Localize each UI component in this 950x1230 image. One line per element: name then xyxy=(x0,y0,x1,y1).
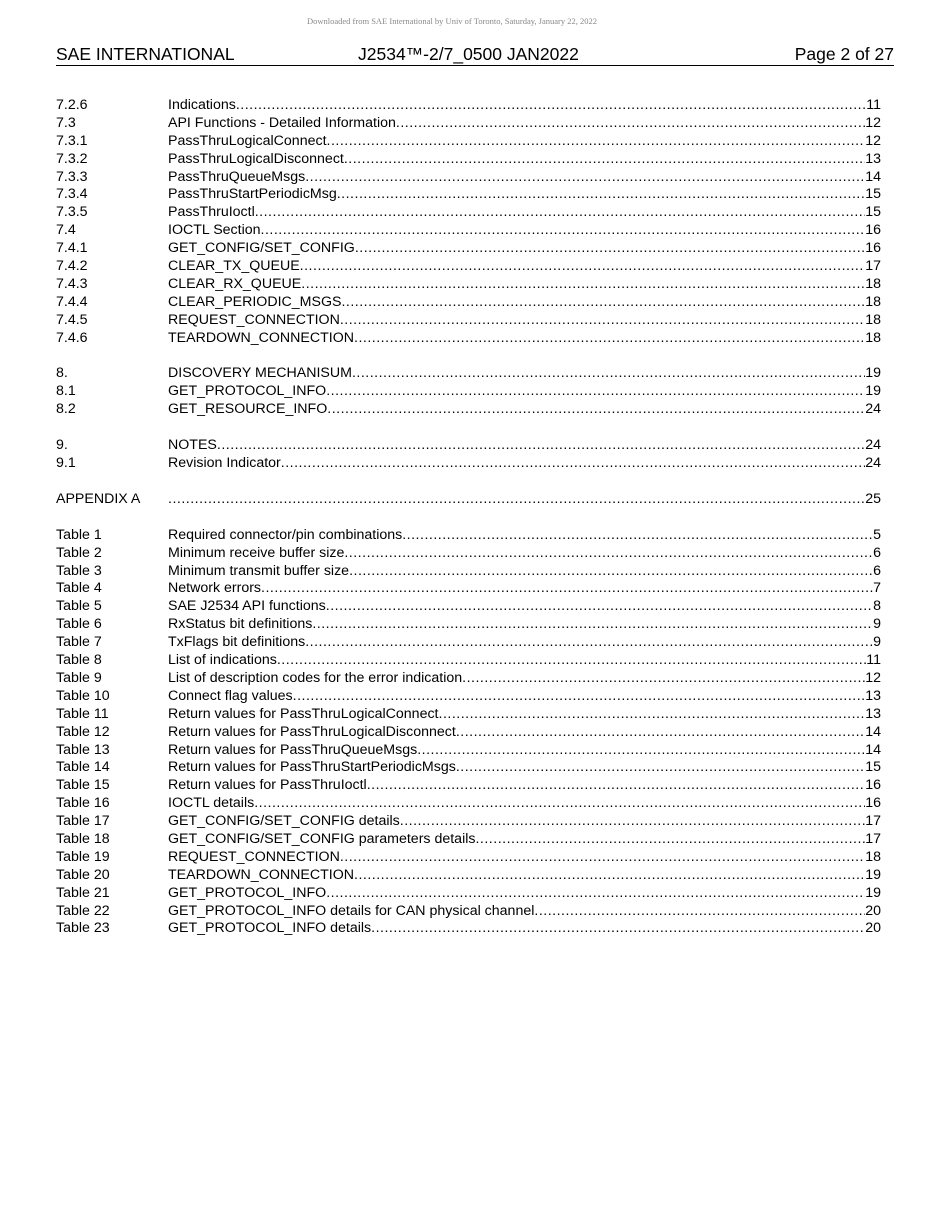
toc-gap xyxy=(56,509,881,527)
toc-entry[interactable] xyxy=(56,312,881,330)
toc-entry-page: 13 xyxy=(865,150,881,167)
toc-entry-title: API Functions - Detailed Information xyxy=(168,114,396,131)
toc-entry[interactable] xyxy=(56,455,881,473)
toc-entry-page: 6 xyxy=(873,544,881,561)
toc-entry-page: 13 xyxy=(865,687,881,704)
toc-entry-number: 7.4 xyxy=(56,222,76,239)
toc-entry-page: 18 xyxy=(865,275,881,292)
toc-entry[interactable] xyxy=(56,563,881,581)
toc-entry-page: 11 xyxy=(866,97,881,113)
toc-entry[interactable] xyxy=(56,383,881,401)
toc-leader-dots xyxy=(255,204,865,222)
toc-entry-title: GET_PROTOCOL_INFO xyxy=(168,884,327,901)
toc-entry-number: Table 1 xyxy=(56,526,102,543)
toc-group-section-8 xyxy=(56,365,881,419)
toc-entry-number: Table 16 xyxy=(56,795,110,812)
toc-entry-number: 7.3.3 xyxy=(56,168,88,185)
toc-entry[interactable] xyxy=(56,598,881,616)
download-watermark: Downloaded from SAE International by Univ of Toronto, Saturday, January 22, 2022 xyxy=(306,16,597,26)
toc-leader-dots xyxy=(456,724,865,742)
toc-entry-number: Table 4 xyxy=(56,580,102,597)
toc-entry-page: 17 xyxy=(865,830,881,847)
toc-entry-title: CLEAR_RX_QUEUE xyxy=(168,275,302,292)
toc-entry-title: GET_CONFIG/SET_CONFIG xyxy=(168,240,355,257)
toc-entry-page: 18 xyxy=(865,311,881,328)
toc-entry-number: Table 17 xyxy=(56,813,110,830)
toc-entry-number: 9. xyxy=(56,437,68,454)
toc-entry[interactable] xyxy=(56,688,881,706)
table-of-contents xyxy=(56,97,881,938)
toc-gap xyxy=(56,347,881,365)
toc-entry-title: CLEAR_PERIODIC_MSGS xyxy=(168,293,342,310)
toc-entry-number: 7.4.3 xyxy=(56,275,88,292)
document-number: J2534™-2/7_0500 JAN2022 xyxy=(358,44,579,64)
toc-entry-page: 16 xyxy=(865,222,881,239)
toc-entry-number: Table 23 xyxy=(56,920,110,937)
toc-entry-number: 7.3.1 xyxy=(56,132,88,149)
toc-entry[interactable] xyxy=(56,258,881,276)
page-header xyxy=(56,44,894,66)
toc-entry-page: 15 xyxy=(865,759,881,776)
toc-entry-number: Table 15 xyxy=(56,777,110,794)
toc-entry-title: Indications xyxy=(168,97,236,113)
toc-leader-dots xyxy=(354,867,865,885)
toc-entry[interactable] xyxy=(56,222,881,240)
toc-entry-page: 24 xyxy=(865,401,881,418)
toc-entry-number: Table 6 xyxy=(56,616,102,633)
toc-leader-dots xyxy=(337,186,865,204)
toc-entry[interactable] xyxy=(56,580,881,598)
toc-entry-page: 6 xyxy=(873,562,881,579)
toc-entry-number: APPENDIX A xyxy=(56,490,141,507)
toc-entry-title: PassThruStartPeriodicMsg xyxy=(168,186,337,203)
toc-leader-dots xyxy=(367,777,866,795)
toc-entry-page: 19 xyxy=(865,866,881,883)
toc-entry-number: Table 8 xyxy=(56,652,102,669)
toc-entry-page: 14 xyxy=(865,723,881,740)
toc-entry-title: PassThruIoctl xyxy=(168,204,255,221)
toc-group-section-9 xyxy=(56,437,881,473)
toc-leader-dots xyxy=(261,580,873,598)
toc-entry-page: 13 xyxy=(865,705,881,722)
toc-entry-number: Table 12 xyxy=(56,723,110,740)
toc-entry[interactable] xyxy=(56,885,881,903)
toc-entry[interactable] xyxy=(56,616,881,634)
toc-entry-title: TEARDOWN_CONNECTION xyxy=(168,866,355,883)
toc-entry[interactable] xyxy=(56,276,881,294)
toc-entry[interactable] xyxy=(56,294,881,312)
toc-entry-page: 12 xyxy=(865,669,881,686)
toc-entry-title: Revision Indicator xyxy=(168,455,281,472)
toc-leader-dots xyxy=(301,276,865,294)
toc-entry-page: 25 xyxy=(865,490,881,507)
toc-leader-dots xyxy=(281,455,865,473)
toc-leader-dots xyxy=(327,401,865,419)
toc-entry-title: Return values for PassThruQueueMsgs xyxy=(168,741,418,758)
toc-entry-page: 17 xyxy=(865,258,881,275)
toc-leader-dots xyxy=(534,903,865,921)
toc-entry-title: List of description codes for the error indication xyxy=(168,669,463,686)
toc-entry-page: 12 xyxy=(865,132,881,149)
toc-entry-page: 9 xyxy=(873,634,881,651)
toc-entry-page: 5 xyxy=(873,526,881,543)
toc-entry[interactable] xyxy=(56,133,881,151)
toc-entry-page: 24 xyxy=(865,437,881,454)
toc-entry-number: 8.1 xyxy=(56,383,76,400)
toc-leader-dots xyxy=(402,527,873,545)
toc-entry[interactable] xyxy=(56,545,881,563)
toc-entry[interactable] xyxy=(56,759,881,777)
toc-entry-number: 7.4.6 xyxy=(56,329,88,346)
toc-entry[interactable] xyxy=(56,849,881,867)
toc-entry[interactable] xyxy=(56,330,881,348)
toc-entry-number: 7.4.2 xyxy=(56,258,88,275)
toc-entry-title: List of indications xyxy=(168,652,277,669)
toc-entry-number: 8. xyxy=(56,365,68,382)
toc-entry-number: 7.3.5 xyxy=(56,204,88,221)
toc-entry[interactable] xyxy=(56,437,881,455)
toc-entry-page: 18 xyxy=(865,329,881,346)
page-number: Page 2 of 27 xyxy=(794,44,894,64)
toc-entry-page: 17 xyxy=(865,813,881,830)
toc-entry[interactable] xyxy=(56,652,881,670)
toc-leader-dots xyxy=(305,169,865,187)
toc-entry[interactable] xyxy=(56,204,881,222)
toc-entry[interactable] xyxy=(56,115,881,133)
toc-entry-title: Return values for PassThruIoctl xyxy=(168,777,367,794)
toc-entry-number: 7.3.4 xyxy=(56,186,88,203)
toc-entry-number: Table 13 xyxy=(56,741,110,758)
toc-entry-title: GET_PROTOCOL_INFO xyxy=(168,383,327,400)
toc-entry[interactable] xyxy=(56,813,881,831)
toc-entry-title: RxStatus bit definitions xyxy=(168,616,313,633)
toc-leader-dots xyxy=(254,795,865,813)
toc-entry-page: 11 xyxy=(866,652,881,669)
toc-entry-page: 18 xyxy=(865,848,881,865)
toc-entry[interactable] xyxy=(56,670,881,688)
toc-entry-page: 19 xyxy=(865,383,881,400)
toc-entry[interactable] xyxy=(56,831,881,849)
toc-leader-dots xyxy=(312,616,873,634)
toc-entry-page: 8 xyxy=(873,598,881,615)
toc-entry[interactable] xyxy=(56,527,881,545)
toc-entry-number: 8.2 xyxy=(56,401,76,418)
list-of-tables xyxy=(56,527,881,938)
toc-entry-title: GET_PROTOCOL_INFO details xyxy=(168,920,372,937)
toc-entry[interactable] xyxy=(56,920,881,938)
toc-entry-page: 16 xyxy=(865,240,881,257)
toc-leader-dots xyxy=(371,920,865,938)
toc-leader-dots xyxy=(326,885,865,903)
toc-leader-dots xyxy=(340,849,865,867)
toc-leader-dots xyxy=(344,151,865,169)
toc-entry-title: SAE J2534 API functions xyxy=(168,598,326,615)
toc-entry[interactable] xyxy=(56,401,881,419)
toc-entry-number: 7.3 xyxy=(56,114,76,131)
toc-leader-dots xyxy=(277,652,866,670)
toc-group-section-7 xyxy=(56,97,881,347)
toc-entry[interactable] xyxy=(56,706,881,724)
toc-entry-title: CLEAR_TX_QUEUE xyxy=(168,258,300,275)
toc-entry-title: REQUEST_CONNECTION xyxy=(168,848,340,865)
toc-leader-dots xyxy=(217,437,865,455)
toc-entry[interactable] xyxy=(56,903,881,921)
toc-entry-title: Minimum receive buffer size xyxy=(168,544,345,561)
toc-entry[interactable] xyxy=(56,867,881,885)
toc-leader-dots xyxy=(400,813,865,831)
toc-leader-dots xyxy=(300,258,866,276)
toc-entry-page: 12 xyxy=(865,114,881,131)
toc-leader-dots xyxy=(327,133,866,151)
toc-leader-dots xyxy=(168,491,865,509)
toc-entry-title: TEARDOWN_CONNECTION xyxy=(168,329,355,346)
toc-entry-number: Table 7 xyxy=(56,634,102,651)
toc-leader-dots xyxy=(261,222,866,240)
toc-leader-dots xyxy=(417,742,865,760)
toc-entry[interactable] xyxy=(56,634,881,652)
toc-entry-page: 18 xyxy=(865,293,881,310)
toc-entry-title: IOCTL details xyxy=(168,795,255,812)
publisher-name: SAE INTERNATIONAL xyxy=(56,44,235,64)
toc-leader-dots xyxy=(354,330,865,348)
toc-entry-number: Table 20 xyxy=(56,866,110,883)
toc-entry-page: 7 xyxy=(873,580,881,597)
toc-entry-page: 14 xyxy=(865,741,881,758)
toc-entry[interactable] xyxy=(56,169,881,187)
toc-entry[interactable] xyxy=(56,365,881,383)
toc-entry-title: Connect flag values xyxy=(168,687,293,704)
toc-leader-dots xyxy=(355,240,865,258)
toc-entry-number: 7.4.5 xyxy=(56,311,88,328)
toc-leader-dots xyxy=(439,706,866,724)
toc-leader-dots xyxy=(326,598,873,616)
toc-entry[interactable] xyxy=(56,186,881,204)
toc-entry-page: 24 xyxy=(865,455,881,472)
toc-entry[interactable] xyxy=(56,151,881,169)
toc-leader-dots xyxy=(352,365,865,383)
toc-entry-number: Table 19 xyxy=(56,848,110,865)
toc-entry-number: 7.4.1 xyxy=(56,240,88,257)
toc-entry-page: 15 xyxy=(865,204,881,221)
toc-leader-dots xyxy=(396,115,865,133)
toc-leader-dots xyxy=(456,759,865,777)
toc-leader-dots xyxy=(349,563,873,581)
toc-entry[interactable] xyxy=(56,240,881,258)
toc-entry-title: NOTES xyxy=(168,437,217,454)
toc-entry[interactable] xyxy=(56,777,881,795)
toc-entry-title: Minimum transmit buffer size xyxy=(168,562,350,579)
toc-entry-title: GET_CONFIG/SET_CONFIG parameters details xyxy=(168,830,476,847)
toc-leader-dots xyxy=(344,545,873,563)
toc-entry[interactable] xyxy=(56,97,881,115)
toc-leader-dots xyxy=(462,670,865,688)
toc-leader-dots xyxy=(341,294,865,312)
toc-entry-number: 9.1 xyxy=(56,455,76,472)
toc-leader-dots xyxy=(340,312,865,330)
toc-entry-number: 7.2.6 xyxy=(56,97,88,113)
toc-entry-page: 15 xyxy=(865,186,881,203)
toc-entry-title: IOCTL Section xyxy=(168,222,261,239)
toc-entry[interactable] xyxy=(56,742,881,760)
toc-entry-number: Table 18 xyxy=(56,830,110,847)
toc-entry-title: GET_CONFIG/SET_CONFIG details xyxy=(168,813,400,830)
toc-entry-number: Table 3 xyxy=(56,562,102,579)
toc-entry-number: Table 10 xyxy=(56,687,110,704)
toc-entry-number: Table 22 xyxy=(56,902,110,919)
toc-entry[interactable] xyxy=(56,724,881,742)
toc-entry-page: 9 xyxy=(873,616,881,633)
toc-entry-appendix[interactable] xyxy=(56,491,881,509)
toc-entry-number: Table 2 xyxy=(56,544,102,561)
toc-leader-dots xyxy=(475,831,865,849)
toc-leader-dots xyxy=(326,383,865,401)
toc-gap xyxy=(56,419,881,437)
toc-entry-title: TxFlags bit definitions xyxy=(168,634,306,651)
toc-entry-number: Table 9 xyxy=(56,669,102,686)
toc-entry-title: Required connector/pin combinations xyxy=(168,526,403,543)
toc-leader-dots xyxy=(236,97,866,115)
toc-gap xyxy=(56,473,881,491)
toc-entry-title: PassThruLogicalConnect xyxy=(168,132,327,149)
toc-entry-number: Table 21 xyxy=(56,884,110,901)
toc-entry-number: 7.3.2 xyxy=(56,150,88,167)
toc-leader-dots xyxy=(293,688,866,706)
toc-entry-page: 19 xyxy=(865,884,881,901)
toc-entry-title: PassThruLogicalDisconnect xyxy=(168,150,344,167)
toc-entry-title: REQUEST_CONNECTION xyxy=(168,311,340,328)
toc-entry-title: DISCOVERY MECHANISUM xyxy=(168,365,352,382)
toc-entry-title: GET_PROTOCOL_INFO details for CAN physical channel xyxy=(168,902,535,919)
toc-entry-page: 14 xyxy=(865,168,881,185)
toc-entry-title: Network errors xyxy=(168,580,262,597)
toc-entry-page: 16 xyxy=(865,777,881,794)
toc-entry[interactable] xyxy=(56,795,881,813)
toc-entry-number: 7.4.4 xyxy=(56,293,88,310)
toc-entry-page: 20 xyxy=(865,902,881,919)
toc-entry-title: Return values for PassThruLogicalConnect xyxy=(168,705,439,722)
toc-entry-page: 16 xyxy=(865,795,881,812)
toc-entry-title: GET_RESOURCE_INFO xyxy=(168,401,328,418)
toc-entry-title: Return values for PassThruStartPeriodicMsgs xyxy=(168,759,456,776)
toc-leader-dots xyxy=(305,634,873,652)
toc-entry-title: PassThruQueueMsgs xyxy=(168,168,306,185)
toc-entry-page: 20 xyxy=(865,920,881,937)
toc-entry-number: Table 5 xyxy=(56,598,102,615)
toc-entry-number: Table 14 xyxy=(56,759,110,776)
toc-entry-page: 19 xyxy=(865,365,881,382)
toc-entry-title: Return values for PassThruLogicalDisconnect xyxy=(168,723,456,740)
toc-entry-number: Table 11 xyxy=(56,705,109,722)
